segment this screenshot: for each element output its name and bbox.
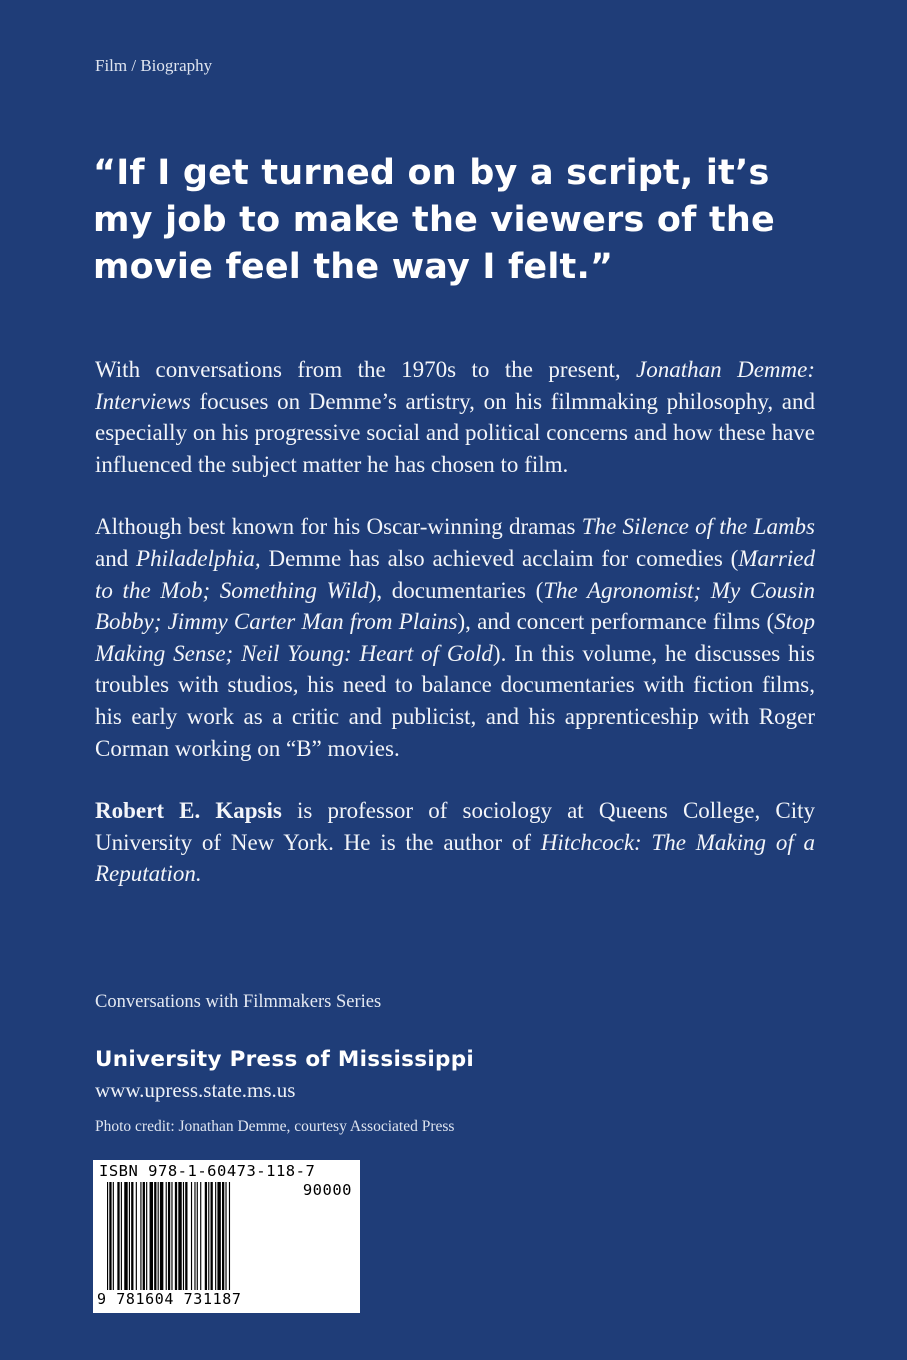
- barcode-bar: [146, 1182, 147, 1292]
- barcode-bar: [178, 1182, 181, 1292]
- barcode-bar: [136, 1182, 137, 1292]
- barcode-bar: [154, 1182, 156, 1292]
- barcode-bar: [143, 1182, 145, 1292]
- book-title: Hitchcock: The Making of a Reputation.: [95, 829, 815, 887]
- barcode-bar: [129, 1182, 130, 1292]
- description: [95, 354, 815, 921]
- paragraph-intro: [95, 354, 815, 480]
- barcode-bars: [107, 1182, 353, 1292]
- barcode: [93, 1160, 360, 1313]
- barcode-bar: [117, 1182, 119, 1292]
- film-title: The Silence of the Lambs: [581, 514, 816, 540]
- publisher-website: www.upress.state.ms.us: [95, 1078, 296, 1102]
- text-span: ), documentaries (: [368, 577, 544, 603]
- photo-credit: Photo credit: Jonathan Demme, courtesy Associated Press: [95, 1118, 455, 1135]
- film-title: Married to the Mob; Something Wild: [95, 545, 815, 603]
- barcode-digits: 9 781604 731187: [97, 1290, 242, 1308]
- barcode-bar: [208, 1182, 209, 1292]
- series-name: Conversations with Filmmakers Series: [95, 992, 382, 1012]
- book-title: Jonathan Demme: Interviews: [95, 357, 815, 414]
- barcode-bar: [107, 1182, 108, 1292]
- barcode-bar: [183, 1182, 184, 1292]
- barcode-bar: [194, 1182, 195, 1292]
- barcode-bar: [191, 1182, 192, 1292]
- barcode-bar: [175, 1182, 177, 1292]
- barcode-bar: [205, 1182, 207, 1292]
- text-span: Demme has also achieved acclaim for comedies (: [260, 545, 739, 571]
- text-span: ), and concert performance films (: [457, 609, 775, 635]
- barcode-bar: [225, 1182, 226, 1292]
- text-span: and: [95, 545, 137, 571]
- category-label: Film / Biography: [95, 56, 213, 75]
- text-span: With conversations from the 1970s to the present,: [95, 357, 637, 382]
- film-title: Stop Making Sense; Neil Young: Heart of Gold: [95, 609, 815, 666]
- barcode-bar: [166, 1182, 167, 1292]
- barcode-bar: [215, 1182, 216, 1292]
- barcode-bar: [222, 1182, 224, 1292]
- barcode-bar: [229, 1182, 230, 1292]
- film-title: Philadelphia,: [136, 545, 261, 571]
- text-span: ). In this volume, he discusses his troubles with studios, his need to balance documentaries with fiction films, his early work as a critic and publicist, and his apprenticeship with Roger Corman working on “B” movies.: [95, 640, 815, 761]
- barcode-bar: [150, 1182, 153, 1292]
- film-title: The Agronomist; My Cousin Bobby; Jimmy Carter Man from Plains: [95, 577, 816, 635]
- barcode-bar: [109, 1182, 111, 1292]
- barcode-bar: [131, 1182, 133, 1292]
- barcode-bar: [113, 1182, 114, 1292]
- barcode-bar: [168, 1182, 170, 1292]
- price-code: 90000: [302, 1181, 352, 1199]
- barcode-bar: [121, 1182, 122, 1292]
- paragraph-author: [95, 795, 815, 890]
- barcode-bar: [185, 1182, 187, 1292]
- paragraph-films: [95, 511, 815, 764]
- barcode-bar: [140, 1182, 141, 1292]
- pull-quote: “If I get turned on by a script, it’s my job to make the viewers of the movie feel the way I felt.”: [93, 153, 775, 287]
- text-span: focuses on Demme’s artistry, on his filmmaking philosophy, and especially on his progressive social and political concerns and how these have influenced the subject matter he has chosen to film.: [95, 388, 815, 477]
- text-span: Although best known for his Oscar-winning dramas: [95, 514, 582, 540]
- barcode-bar: [158, 1182, 159, 1292]
- barcode-bar: [217, 1182, 220, 1292]
- barcode-bar: [171, 1182, 172, 1292]
- barcode-bar: [200, 1182, 201, 1292]
- barcode-bar: [211, 1182, 213, 1292]
- author-name: Robert E. Kapsis: [95, 798, 282, 824]
- text-span: is professor of sociology at Queens College, City University of New York. He is the author of: [95, 798, 816, 855]
- publisher-name: University Press of Mississippi: [95, 1047, 475, 1072]
- barcode-bar: [197, 1182, 198, 1292]
- barcode-bar: [160, 1182, 163, 1292]
- isbn-label: ISBN 978-1-60473-118-7: [99, 1162, 316, 1180]
- barcode-bar: [124, 1182, 127, 1292]
